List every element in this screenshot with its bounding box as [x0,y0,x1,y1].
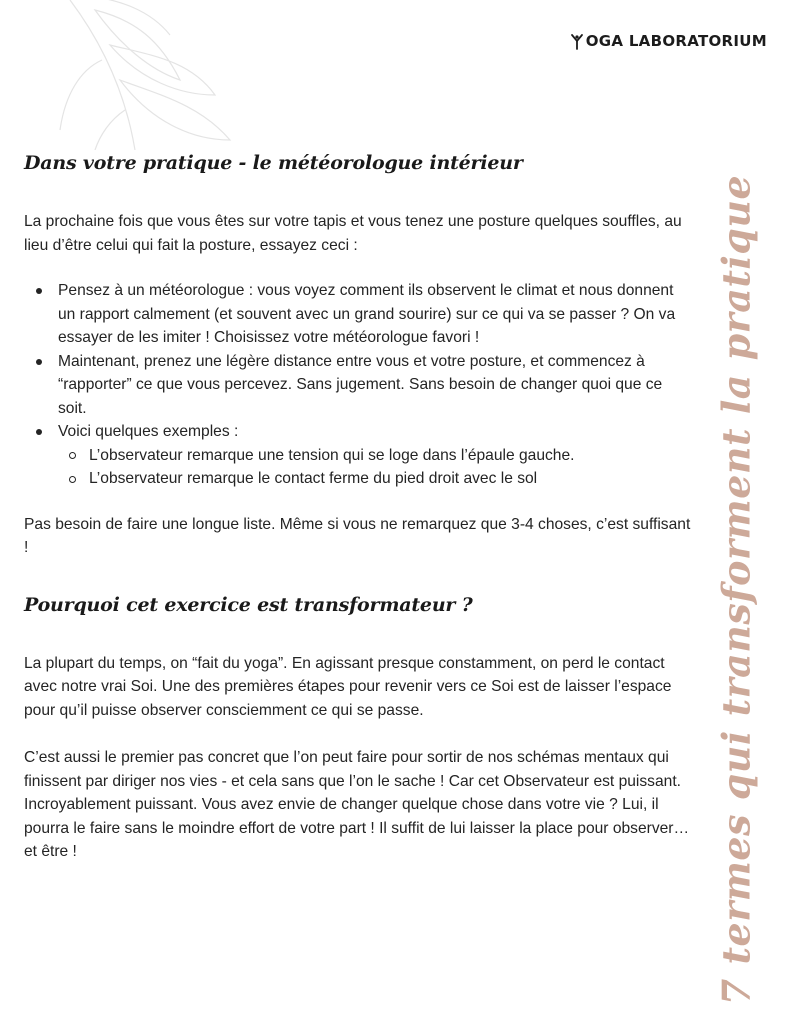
body-paragraph: C’est aussi le premier pas concret que l’on peut faire pour sortir de nos schémas mentaux qui finissent par diriger nos vies - et cela sans que l’on le sache ! Car cet Observateur est puissant. Incroyablement puissant. Vous avez envie de changer quelque chose dans votre vie ? Lui, il pourra le faire sans le moindre effort de votre part ! Il suffit de lui laisser la place pour observer… et être ! [24,749,690,860]
body-paragraph: La plupart du temps, on “fait du yoga”. En agissant presque constamment, on perd le contact avec notre vrai Soi. Une des premières étapes pour revenir vers ce Soi est de laisser l’espace pour qu’il puisse observer consciemment ce qui se passe. [24,654,672,719]
section-heading-why: Pourquoi cet exercice est transformateur ? [24,593,473,616]
outro-paragraph: Pas besoin de faire une longue liste. Même si vous ne remarquez que 3-4 choses, c’est suffisant ! [24,515,691,556]
leaf-branch-icon [40,0,270,150]
yoga-pose-icon [570,33,584,50]
brand-logo [570,32,767,50]
section-heading-meteorologist: Dans votre pratique - le météorologue intérieur [24,152,523,174]
list-item [58,420,694,491]
example-item: L’observateur remarque une tension qui se loge dans l’épaule gauche. [89,444,694,468]
list-item: Pensez à un météorologue : vous voyez comment ils observent le climat et nous donnent un rapport calmement (et souvent avec un grand sourire) sur ce qui va se passer ? On va essayer de les imiter ! Choisissez votre météorologue favori ! [58,279,694,350]
list-item: Maintenant, prenez une légère distance entre vous et votre posture, et commencez à “rapporter” ce que vous percevez. Sans jugement. Sans besoin de changer quoi que ce soit. [58,350,694,421]
list-item-label: Voici quelques exemples : [58,423,239,440]
examples-list [58,444,694,491]
brand-name: OGA LABORATORIUM [585,32,767,50]
intro-paragraph: La prochaine fois que vous êtes sur votre tapis et vous tenez une posture quelques souffles, au lieu d’être celui qui fait la posture, essayez ceci : [24,213,682,254]
side-title-text: 7 termes qui transforment la pratique [713,174,759,1006]
instruction-list [24,279,694,491]
main-content [24,146,694,864]
example-item: L’observateur remarque le contact ferme du pied droit avec le sol [89,467,694,491]
